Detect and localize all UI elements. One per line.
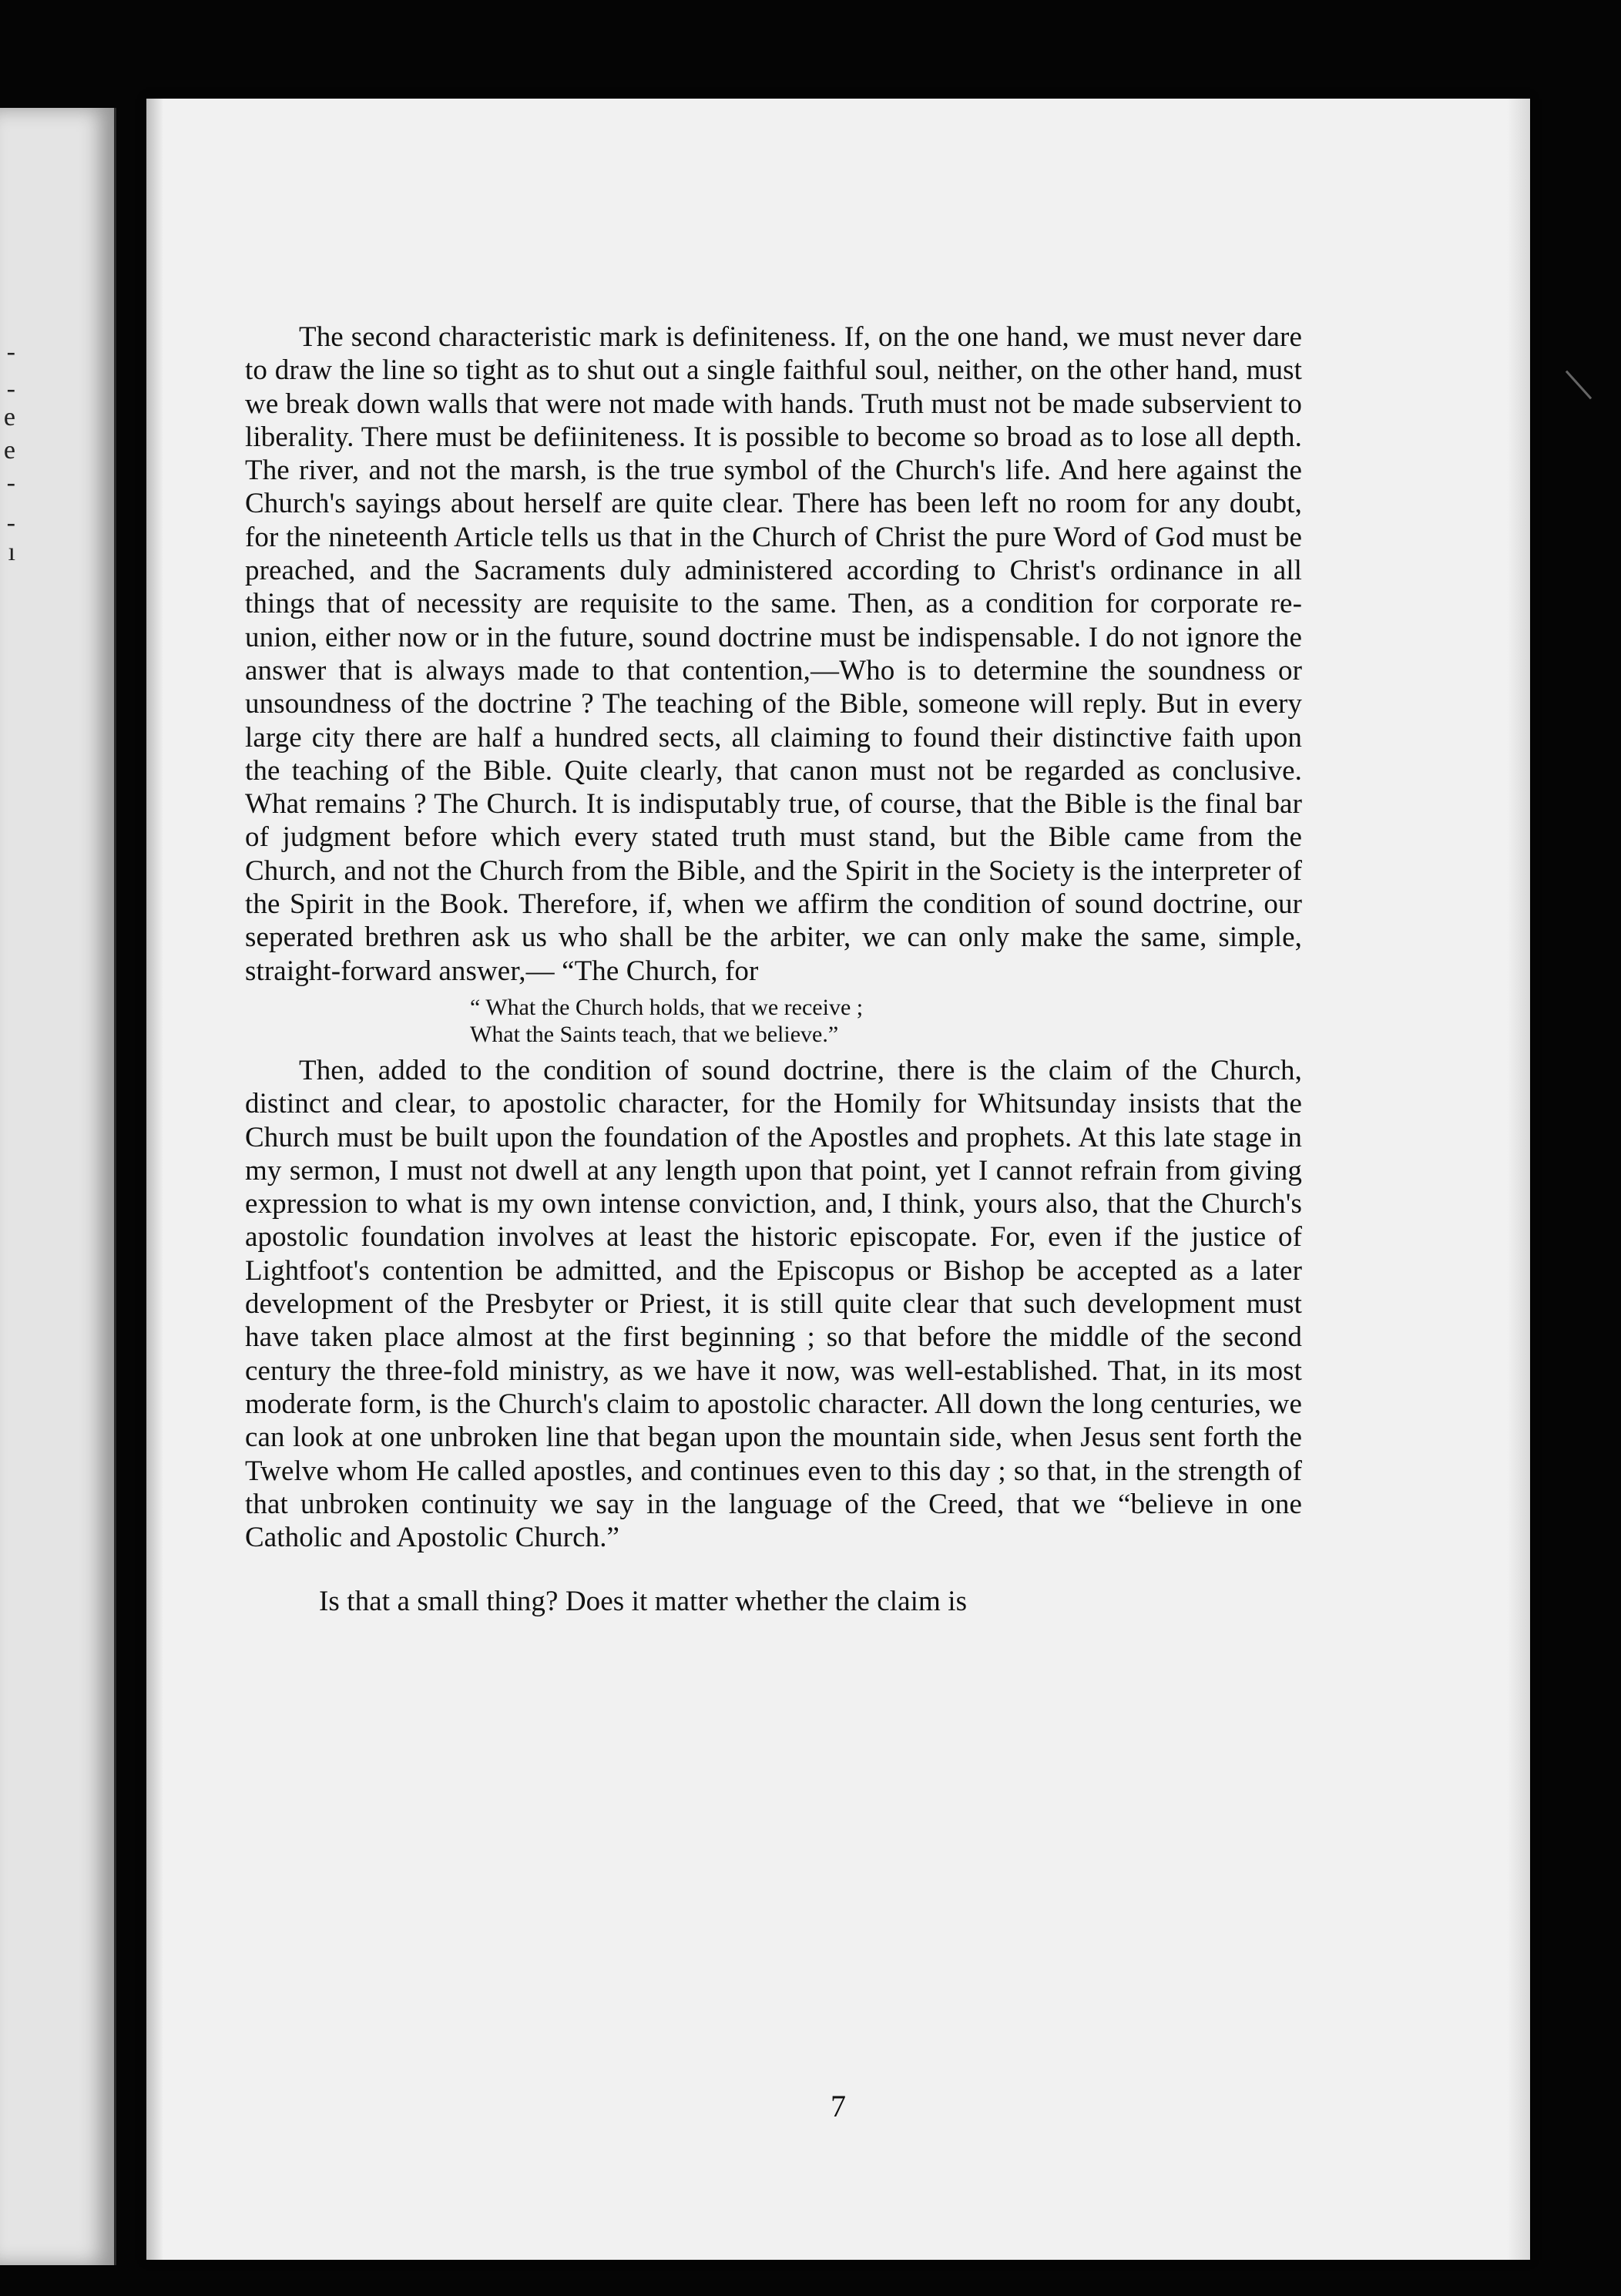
verse-line: What the Saints teach, that we believe.” bbox=[470, 1021, 839, 1047]
left-page-fragment: e bbox=[3, 436, 15, 465]
left-page-fragment: e bbox=[3, 403, 15, 431]
paragraph-apostolic-character: Then, added to the condition of sound doctrine, there is the claim of the Church, distinct and clear, to apostolic character, for the Homily for Whitsunday insists that the Church must be built upon the foundation of the Apostles and prophets. At this late stage in my sermon, I must not dwell at any length upon that point, yet I cannot refrain from giving expression to what is my own intense conviction, and, I think, yours also, that the Church's apostolic foundation involves at least the historic episcopate. For, even if the justice of Lightfoot's contention be admitted, and the Episcopus or Bishop be accepted as a later development of the Presbyter or Priest, it is still quite clear that such development must have taken place almost at the first beginning ; so that before the middle of the second century the three-fold ministry, as we have it now, was well-established. That, in its most moderate form, is the Church's claim to apostolic character. All down the long centuries, we can look at one unbroken line that began upon the mountain side, when Jesus sent forth the Twelve whom He called apostles, and continues even to this day ; so that, in the strength of that unbroken continuity we say in the language of the Creed, that we “believe in one Catholic and Apostolic Church.” bbox=[245, 1054, 1302, 1554]
left-page-fragment: - bbox=[6, 468, 15, 497]
page-right-edge bbox=[1507, 99, 1530, 2260]
left-page-fragment: - bbox=[6, 509, 15, 537]
stray-mark bbox=[1566, 371, 1592, 400]
body-text bbox=[245, 321, 1302, 1619]
left-page-edge bbox=[0, 108, 116, 2265]
paragraph-definiteness: The second characteristic mark is definiteness. If, on the one hand, we must never dare to draw the line so tight as to shut out a single faithful soul, neither, on the other hand, must we break down walls that were not made with hands. Truth must not be made subservient to liberality. There must be defiiniteness. It is possible to become so broad as to lose all depth. The river, and not the marsh, is the true symbol of the Church's life. And here against the Church's sayings about herself are quite clear. There has been left no room for any doubt, for the nineteenth Article tells us that in the Church of Christ the pure Word of God must be preached, and the Sacraments duly administered according to Christ's ordinance in all things that of necessity are requisite to the same. Then, as a condition for corporate re-union, either now or in the future, sound doctrine must be indispensable. I do not ignore the answer that is always made to that contention,—Who is to determine the soundness or unsoundness of the doctrine ? The teaching of the Bible, someone will reply. But in every large city there are half a hundred sects, all claiming to found their distinctive faith upon the teaching of the Bible. Quite clearly, that canon must not be regarded as conclusive. What remains ? The Church. It is indisputably true, of course, that the Bible is the final bar of judgment before which every stated truth must stand, but the Bible came from the Church, and not the Church from the Bible, and the Spirit in the Society is the interpreter of the Spirit in the Book. Therefore, if, when we affirm the condition of sound doctrine, our seperated brethren ask us who shall be the arbiter, we can only make the same, simple, straight-forward answer,— “The Church, for bbox=[245, 321, 1302, 987]
page-number: 7 bbox=[831, 2089, 846, 2123]
left-page-fragment: - bbox=[6, 337, 15, 366]
left-page-fragment: ı bbox=[8, 538, 15, 566]
page-gutter bbox=[146, 99, 163, 2260]
left-page-fragment: - bbox=[6, 374, 15, 403]
paragraph-small-thing: Is that a small thing? Does it matter whether the claim is bbox=[319, 1586, 968, 1618]
book-page bbox=[146, 99, 1530, 2260]
verse-line: “ What the Church holds, that we receive ; bbox=[470, 994, 864, 1020]
quoted-verse bbox=[470, 994, 1302, 1048]
